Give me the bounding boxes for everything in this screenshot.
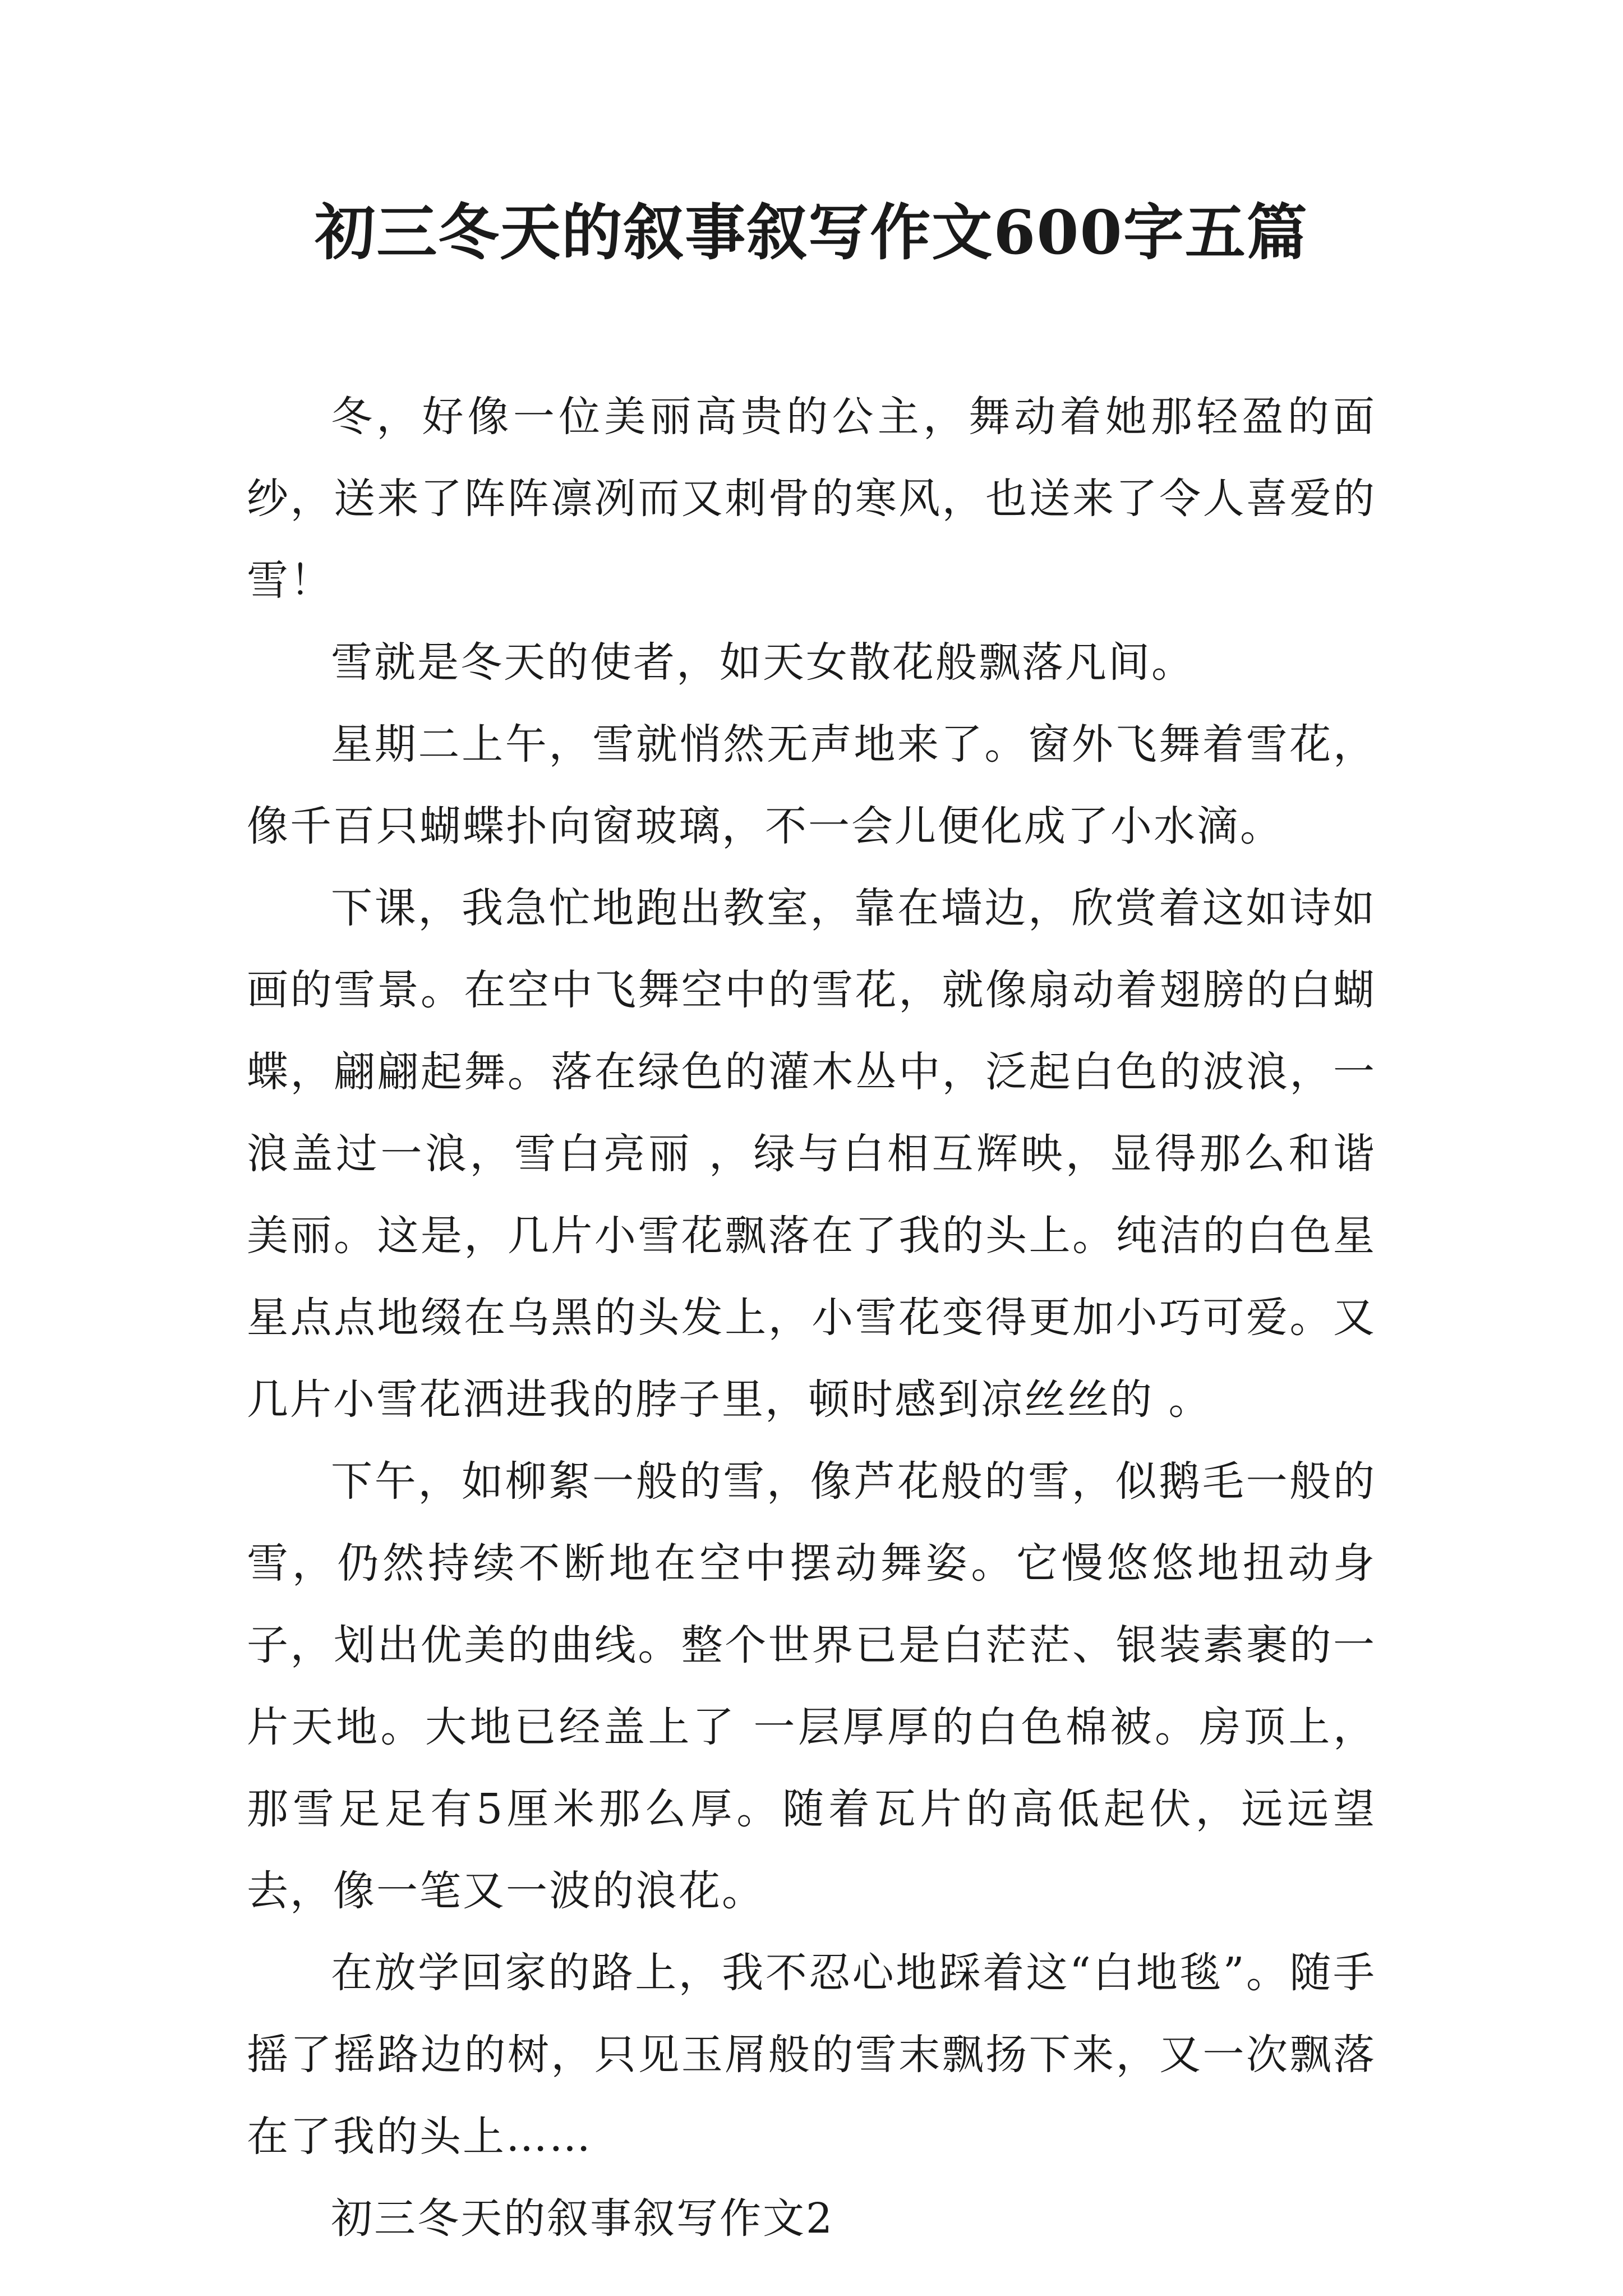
paragraph-2: 雪就是冬天的使者，如天女散花般飘落凡间。 [331, 638, 1195, 687]
paragraph-3: 星期二上午，雪就悄然无声地来了。窗外飞舞着雪花，像千百只蝴蝶扑向窗玻璃，不一会儿便化成了小水滴。 [247, 720, 1376, 850]
paragraph-4: 下课，我急忙地跑出教室，靠在墙边，欣赏着这如诗如画的雪景。在空中飞舞空中的雪花，就像扇动着翅膀的白蝴蝶，翩翩起舞。落在绿色的灌木丛中，泛起白色的波浪，一浪盖过一浪，雪白亮丽 ，绿与白相互辉映，显得那么和谐美丽。这是，几片小雪花飘落在了我的头上。纯洁的白色星星点点地缀在乌黑的头发上，小雪花变得更加小巧可爱。又几片小雪花洒进我的脖子里，顿时感到凉丝丝的 。 [247, 884, 1376, 1424]
paragraph-5: 下午，如柳絮一般的雪，像芦花般的雪，似鹅毛一般的雪，仍然持续不断地在空中摆动舞姿。它慢悠悠地扭动身子，划出优美的曲线。整个世界已是白茫茫、银装素裹的一片天地。大地已经盖上了 一层厚厚的白色棉被。房顶上，那雪足足有5厘米那么厚。随着瓦片的高低起伏，远远望去，像一笔又一波的浪花。 [247, 1457, 1376, 1915]
section-heading-2: 初三冬天的叙事叙写作文2 [331, 2194, 834, 2243]
document-body [247, 376, 1376, 2260]
paragraph-1: 冬，好像一位美丽高贵的公主，舞动着她那轻盈的面纱，送来了阵阵凛冽而又刺骨的寒风，也送来了令人喜爱的雪！ [247, 393, 1376, 605]
paragraph-6: 在放学回家的路上，我不忍心地踩着这“白地毯”。随手摇了摇路边的树，只见玉屑般的雪末飘扬下来，又一次飘落在了我的头上…… [247, 1949, 1376, 2161]
document-title: 初三冬天的叙事叙写作文600字五篇 [315, 197, 1308, 268]
